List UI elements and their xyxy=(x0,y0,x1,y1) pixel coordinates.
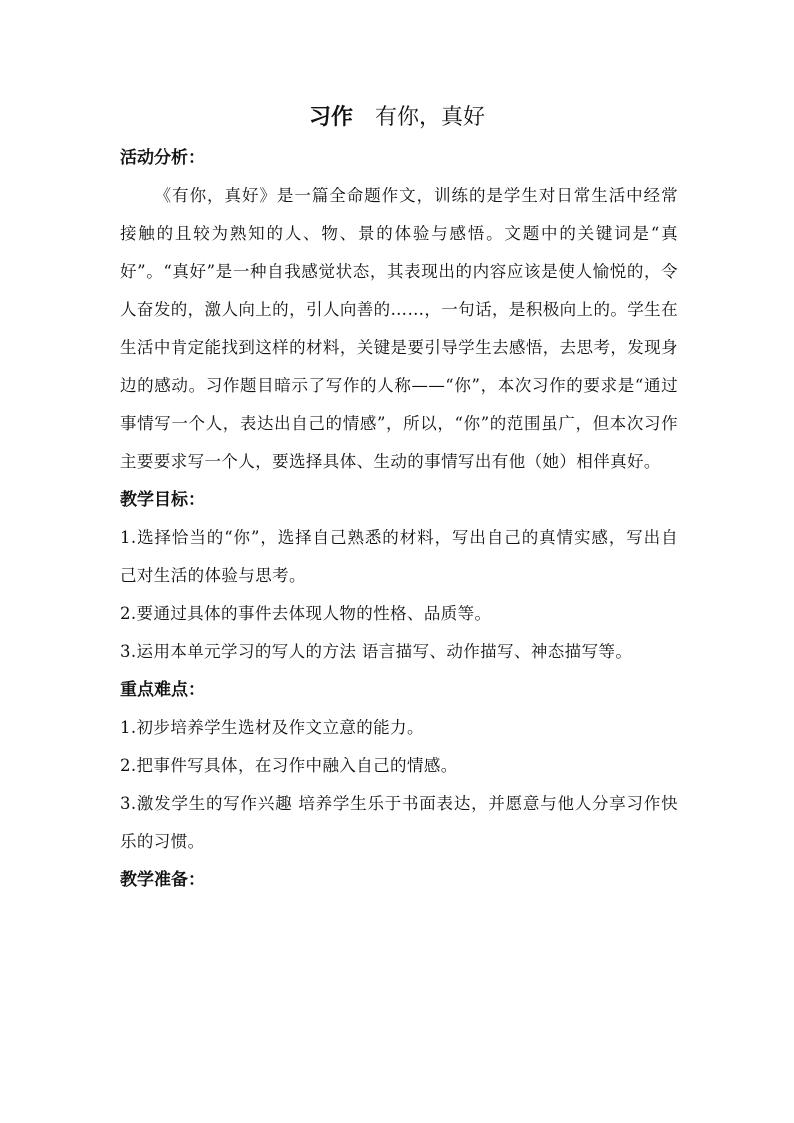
key-points-heading: 重点难点： xyxy=(120,680,205,700)
preparation-heading: 教学准备： xyxy=(120,870,205,890)
analysis-heading: 活动分析： xyxy=(120,148,205,168)
analysis-paragraph: 《有你，真好》是一篇全命题作文，训练的是学生对日常生活中经常接触的且较为熟知的人、物、景的体验与感悟。文题中的关键词是“真好”。“真好”是一种自我感觉状态，其表现出的内容应该是使人愉悦的，令人奋发的，激人向上的，引人向善的……，一句话，是积极向上的。学生在生活中肯定能找到这样的材料，关键是要引导学生去感悟，去思考，发现身边的感动。习作题目暗示了写作的人称——“你”，本次习作的要求是“通过事情写一个人，表达出自己的情感”，所以，“你”的范围虽广，但本次习作主要要求写一个人，要选择具体、生动的事情写出有他（她）相伴真好。 xyxy=(120,186,678,471)
goals-heading: 教学目标： xyxy=(120,490,205,510)
title-label: 习作 xyxy=(308,104,353,130)
document-body xyxy=(120,139,678,899)
section-key-points xyxy=(120,671,678,861)
section-goals xyxy=(120,481,678,671)
key-point-item-3: 3.激发学生的写作兴趣 培养学生乐于书面表达，并愿意与他人分享习作快乐的习惯。 xyxy=(120,794,678,851)
key-point-item-1: 1.初步培养学生选材及作文立意的能力。 xyxy=(120,718,424,737)
section-analysis xyxy=(120,139,678,481)
page-title xyxy=(0,100,794,135)
goal-item-3: 3.运用本单元学习的写人的方法 语言描写、动作描写、神态描写等。 xyxy=(120,642,633,661)
title-text: 有你，真好 xyxy=(375,105,486,130)
section-preparation xyxy=(120,861,678,899)
goal-item-2: 2.要通过具体的事件去体现人物的性格、品质等。 xyxy=(120,604,492,623)
goal-item-1: 1.选择恰当的“你”，选择自己熟悉的材料，写出自己的真情实感，写出自己对生活的体验与思考。 xyxy=(120,528,678,585)
key-point-item-2: 2.把事件写具体，在习作中融入自己的情感。 xyxy=(120,756,458,775)
